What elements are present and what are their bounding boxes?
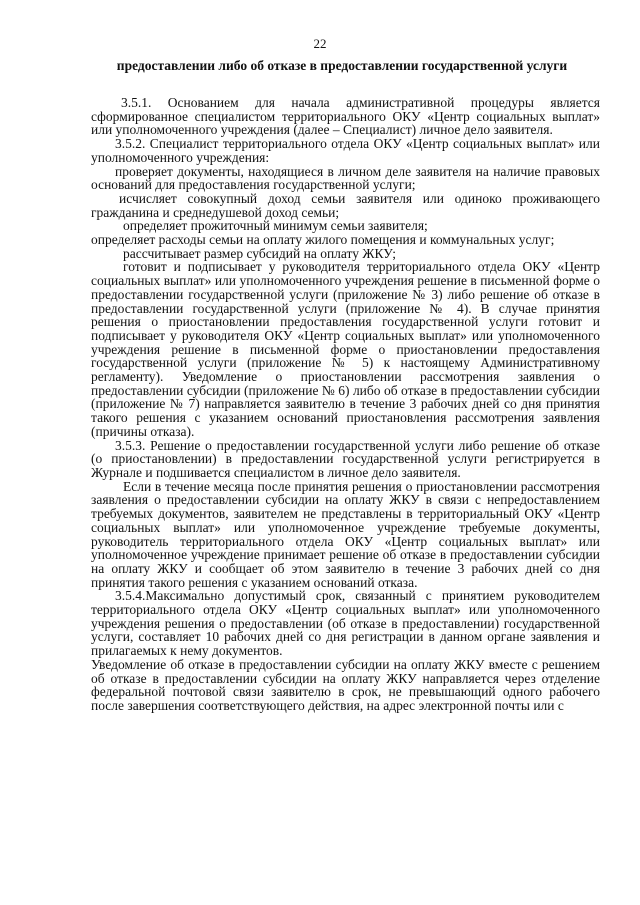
paragraph-3-5-4: 3.5.4.Максимально допустимый срок, связанный с принятием руководителем территориального отдела ОКУ «Центр социальных выплат» или уполномоченного учреждения решения о предоставлении (об отказе в предоставлении) государственной услуги, составляет 10 рабочих дней со дня регистрации в данном органе заявления и прилагаемых к нему документов. [91, 588, 600, 659]
paragraph-check-documents: проверяет документы, находящиеся в личном деле заявителя на наличие правовых оснований для предоставления государственной услуги; [91, 163, 600, 193]
paragraph-housing-expenses: определяет расходы семьи на оплату жилого помещения и коммунальных услуг; [91, 232, 555, 248]
document-body [91, 96, 600, 713]
paragraph-calculate-income: исчисляет совокупный доход семьи заявителя или одиноко проживающего гражданина и среднедушевой доход семьи; [91, 190, 600, 220]
paragraph-3-5-3: 3.5.3. Решение о предоставлении государственной услуги либо решение об отказе (о приостановлении) в предоставлении государственной услуги регистрируется в Журнале и подшивается специалистом в личное дело заявителя. [91, 437, 600, 480]
paragraph-prepare-decision: готовит и подписывает у руководителя территориального отдела ОКУ «Центр социальных выплат» или уполномоченного учреждения решение в письменной форме о предоставлении государственной услуги (приложение № 3) либо решение об отказе в предоставлении государственной услуги (приложение № 4). В случае принятия решения о приостановлении предоставления государственной услуги готовит и подписывает у руководителя ОКУ «Центр социальных выплат» или уполномоченного учреждения решение в письменной форме о приостановлении предоставления государственной услуги (приложение № 5) к настоящему Административному регламенту). Уведомление о приостановлении рассмотрения заявления о предоставлении субсидии (приложение № 6) либо об отказе в предоставлении субсидии (приложение № 7) направляется заявителю в течение 3 рабочих дней со дня принятия такого решения с указанием оснований приостановления рассмотрения заявления (причины отказа). [91, 259, 600, 439]
paragraph-3-5-1: 3.5.1. Основанием для начала административной процедуры является сформированное специалистом территориального ОКУ «Центр социальных выплат» или уполномоченного учреждения (далее – Специалист) личное дело заявителя. [91, 95, 600, 138]
paragraph-suspension-refusal: Если в течение месяца после принятия решения о приостановлении рассмотрения заявления о предоставлении субсидии на оплату ЖКУ в связи с непредоставлением требуемых документов, заявителем не представлены в территориальный ОКУ «Центр социальных выплат» или уполномоченное учреждение требуемые документы, руководитель территориального отдела ОКУ «Центр социальных выплат» или уполномоченное учреждение принимает решение об отказе в предоставлении субсидии на оплату ЖКУ и сообщает об этом заявителю в течение 3 рабочих дней со дня принятия такого решения с указанием оснований отказа. [91, 478, 600, 590]
paragraph-subsidy-amount: рассчитывает размер субсидий на оплату ЖКУ; [123, 245, 397, 261]
paragraph-notification: Уведомление об отказе в предоставлении субсидии на оплату ЖКУ вместе с решением об отказе в предоставлении субсидии на оплату ЖКУ направляется через отделение федеральной почтовой связи заявителю в срок, не превышающий одного рабочего после завершения соответствующего действия, на адрес электронной почты или с [91, 656, 600, 713]
page-number: 22 [313, 36, 327, 51]
paragraph-living-minimum: определяет прожиточный минимум семьи заявителя; [123, 218, 428, 234]
paragraph-3-5-2: 3.5.2. Специалист территориального отдела ОКУ «Центр социальных выплат» или уполномоченного учреждения: [91, 136, 600, 165]
section-heading: предоставлении либо об отказе в предоставлении государственной услуги [116, 58, 568, 73]
